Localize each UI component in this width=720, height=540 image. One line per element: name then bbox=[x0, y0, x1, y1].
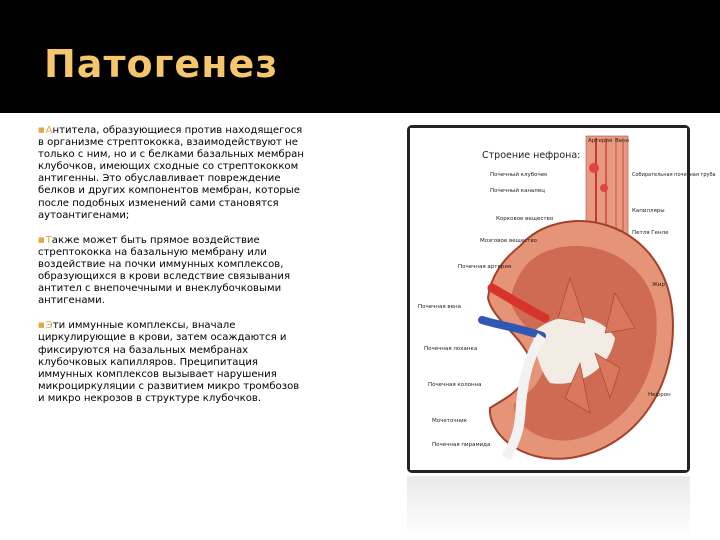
bullet-initial: А bbox=[45, 125, 53, 136]
bullet-text: акже может быть прямое воздействие стрептококка на базальную мембрану или воздействие на почки иммунных комплексов, образующихся в крови вследствие связывания антител с внепочечными и внеклубочковыми антигенами. bbox=[38, 234, 291, 307]
bullet-text: ти иммунные комплексы, вначале циркулирующие в крови, затем осаждаются и фиксируются на базальных мембранах клубочковых капилляров. Преципитация иммунных комплексов вызывает нарушения микроциркуляции с развитием микро тромбозов и микро некрозов в структуре клубочков. bbox=[38, 320, 300, 404]
figure-heading: Строение нефрона: bbox=[482, 150, 581, 161]
bullet-list bbox=[38, 124, 306, 417]
bullet-text: нтитела, образующиеся против находящегося в организме стрептококка, взаимодействуют не только с ним, но и с белками базальных мембран клубочков, имеющих сходные со стрептококком антигенны. Это обуславливает повреждение белков и других компонентов мембран, которые после подобных изменений сами становятся аутоантигенами; bbox=[38, 125, 304, 221]
label-fat: Жир bbox=[652, 282, 665, 288]
bullet-initial: Э bbox=[45, 320, 53, 332]
label-glomerulus: Почечный клубочек bbox=[490, 172, 548, 178]
bullet-marker-icon: ■ bbox=[38, 235, 45, 244]
bullet-marker-icon: ■ bbox=[38, 126, 45, 134]
slide-title: Патогенез bbox=[44, 42, 279, 86]
kidney-figure bbox=[407, 125, 716, 473]
label-henle: Петля Генле bbox=[632, 230, 669, 236]
label-ureter: Мочеточник bbox=[432, 418, 468, 424]
label-renal-vein: Почечная вена bbox=[418, 304, 461, 310]
label-cortex: Корковое вещество bbox=[496, 216, 554, 222]
label-artery: Артерия bbox=[588, 138, 613, 144]
label-tubule: Почечный каналец bbox=[490, 188, 545, 194]
kidney-illustration bbox=[410, 128, 716, 470]
label-pelvis: Почечная лоханка bbox=[424, 346, 478, 352]
label-column: Почечная колонна bbox=[428, 382, 482, 388]
label-medulla: Мозговое вещество bbox=[480, 238, 538, 244]
bullet-item bbox=[38, 234, 306, 308]
label-vein: Вена bbox=[615, 138, 630, 144]
bullet-item bbox=[38, 124, 306, 222]
label-capillaries: Капилляры bbox=[632, 208, 665, 214]
bullet-marker-icon: ■ bbox=[38, 321, 45, 330]
label-pyramid: Почечная пирамида bbox=[432, 442, 491, 448]
label-collecting-duct: Собирательная почечная труба bbox=[632, 172, 716, 178]
label-renal-artery: Почечная артерия bbox=[458, 264, 512, 270]
figure-reflection bbox=[407, 476, 690, 540]
bullet-initial: Т bbox=[45, 234, 52, 246]
bullet-item bbox=[38, 319, 306, 405]
label-nephron: Нефрон bbox=[648, 392, 671, 398]
